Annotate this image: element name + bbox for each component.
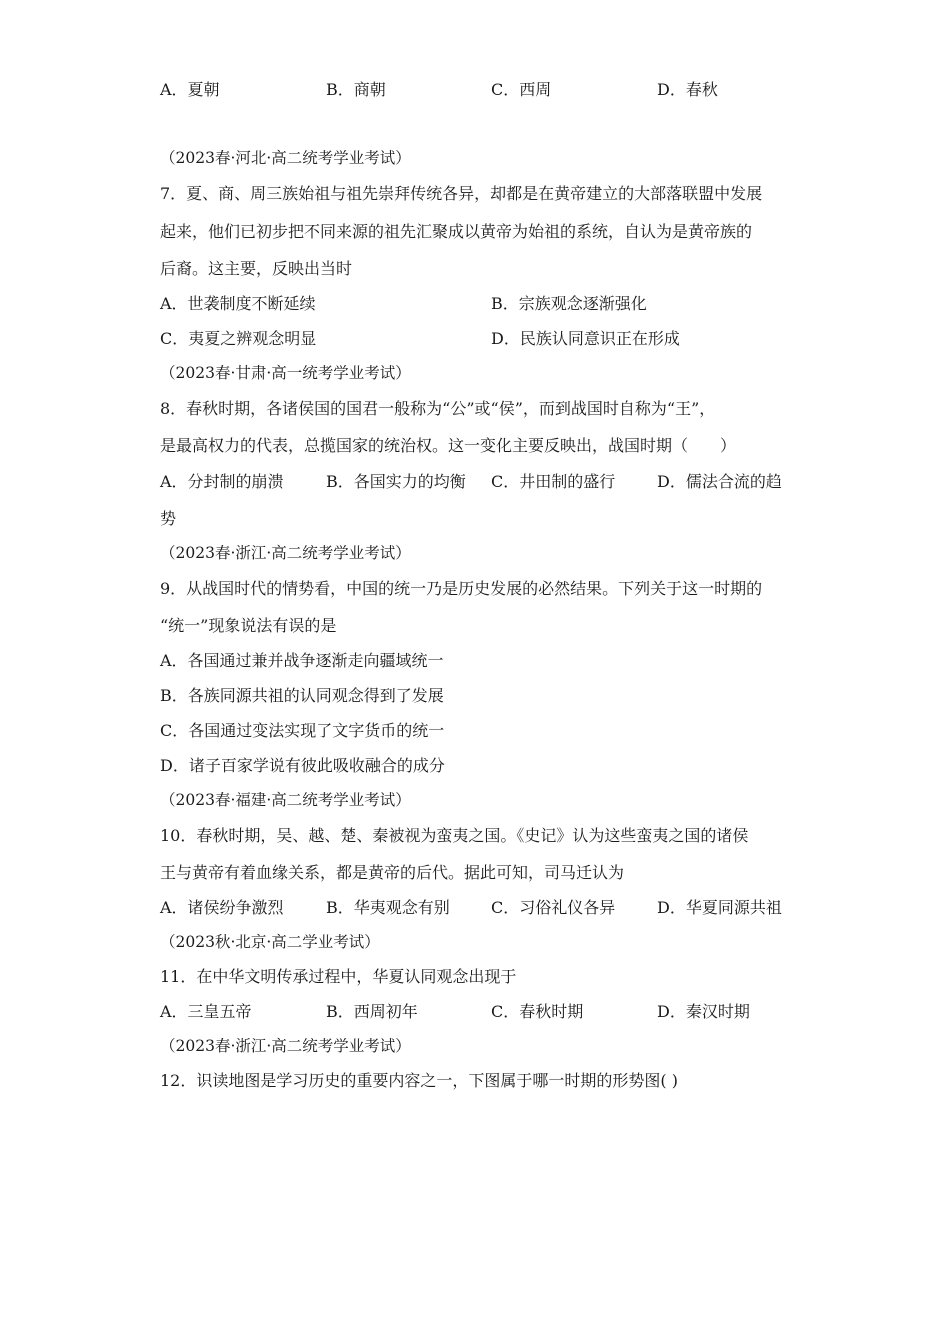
option-c: C．夷夏之辨观念明显 (160, 329, 317, 348)
question-source: （2023春·河北·高二统考学业考试） (160, 149, 411, 167)
q10-options (160, 890, 790, 925)
question-source: （2023春·福建·高二统考学业考试） (160, 791, 411, 809)
question-stem-line: 8．春秋时期，各诸侯国的国君一般称为“公”或“侯”，而到战国时自称为“王”， (160, 399, 716, 418)
question-source: （2023春·浙江·高二统考学业考试） (160, 544, 411, 562)
q7-options-row-2 (160, 321, 790, 356)
option-d: D．春秋 (657, 80, 718, 99)
question-stem-line: 11．在中华文明传承过程中，华夏认同观念出现于 (160, 967, 517, 986)
option-b: B．西周初年 (326, 1002, 418, 1021)
q8-options (160, 463, 790, 501)
question-source: （2023秋·北京·高二学业考试） (160, 933, 380, 951)
q11-options (160, 994, 790, 1029)
option-wrap-line: 势 (160, 509, 177, 528)
option-c: C．习俗礼仪各异 (491, 898, 616, 917)
q7-options-row-1 (160, 286, 790, 321)
option-d: D．秦汉时期 (657, 1002, 750, 1021)
question-source: （2023春·甘肃·高一统考学业考试） (160, 364, 411, 382)
question-stem-line: 王与黄帝有着血缘关系，都是黄帝的后代。据此可知，司马迁认为 (160, 863, 625, 882)
question-stem-line: “统一”现象说法有误的是 (160, 616, 337, 635)
option-b: B．各族同源共祖的认同观念得到了发展 (160, 686, 444, 705)
question-source: （2023春·浙江·高二统考学业考试） (160, 1037, 411, 1055)
option-d: D．华夏同源共祖 (657, 898, 782, 917)
option-c: C．春秋时期 (491, 1002, 584, 1021)
option-b: B．商朝 (326, 80, 386, 99)
exam-page (160, 72, 790, 1098)
question-stem-line: 后裔。这主要，反映出当时 (160, 259, 353, 278)
option-a: A．诸侯纷争激烈 (160, 898, 284, 917)
question-stem-line: 起来，他们已初步把不同来源的祖先汇聚成以黄帝为始祖的系统，自认为是黄帝族的 (160, 222, 753, 241)
question-stem-line: 是最高权力的代表，总揽国家的统治权。这一变化主要反映出，战国时期（ ） (160, 436, 737, 455)
option-a: A．世袭制度不断延续 (160, 294, 316, 313)
q6-options (160, 72, 790, 107)
option-b: B．宗族观念逐渐强化 (491, 294, 647, 313)
option-d: D．诸子百家学说有彼此吸收融合的成分 (160, 756, 445, 775)
option-c: C．各国通过变法实现了文字货币的统一 (160, 721, 445, 740)
question-stem-line: 10．春秋时期，吴、越、楚、秦被视为蛮夷之国。《史记》认为这些蛮夷之国的诸侯 (160, 826, 749, 845)
option-d: D．儒法合流的趋 (657, 472, 782, 491)
spacer (160, 107, 790, 141)
option-c: C．井田制的盛行 (491, 472, 616, 491)
option-a: A．各国通过兼并战争逐渐走向疆域统一 (160, 651, 444, 670)
option-b: B．各国实力的均衡 (326, 472, 466, 491)
option-c: C．西周 (491, 80, 552, 99)
question-stem-line: 12．识读地图是学习历史的重要内容之一，下图属于哪一时期的形势图( ) (160, 1071, 678, 1090)
option-a: A．三皇五帝 (160, 1002, 252, 1021)
option-b: B．华夷观念有别 (326, 898, 450, 917)
option-d: D．民族认同意识正在形成 (491, 329, 680, 348)
question-stem-line: 9．从战国时代的情势看，中国的统一乃是历史发展的必然结果。下列关于这一时期的 (160, 579, 763, 598)
question-stem-line: 7．夏、商、周三族始祖与祖先崇拜传统各异，却都是在黄帝建立的大部落联盟中发展 (160, 184, 763, 203)
option-a: A．夏朝 (160, 80, 220, 99)
option-a: A．分封制的崩溃 (160, 472, 284, 491)
